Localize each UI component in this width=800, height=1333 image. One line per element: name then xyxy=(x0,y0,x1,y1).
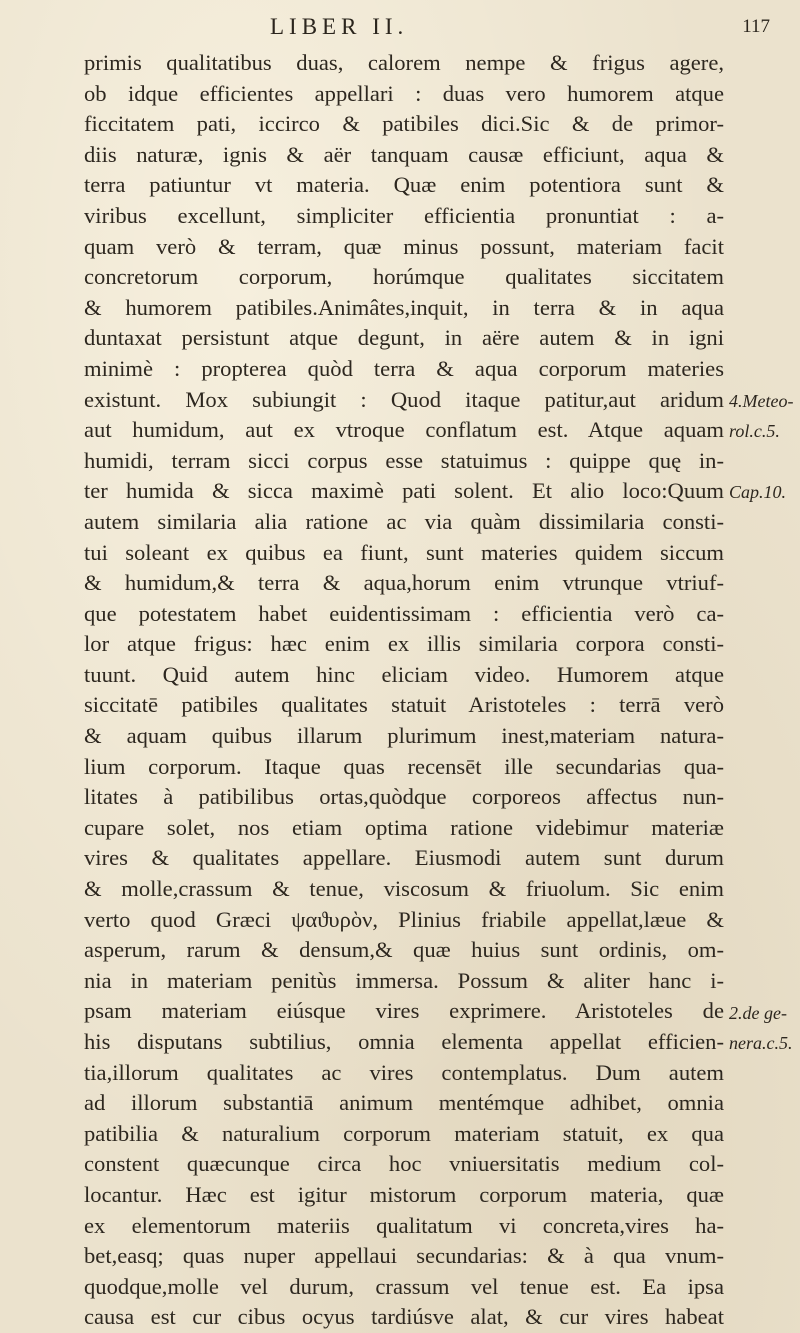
text-line: autem similaria alia ratione ac via quàm dissimilaria consti- xyxy=(84,508,724,534)
text-line: & humorem patibiles.Animâtes,inquit, in terra & in aqua xyxy=(84,294,724,320)
text-line: concretorum corporum, horúmque qualitates siccitatem xyxy=(84,264,724,290)
text-line: diis naturæ, ignis & aër tanquam causæ efficiunt, aqua & xyxy=(84,141,724,167)
text-line: psam materiam eiúsque vires exprimere. Aristoteles de xyxy=(84,998,724,1024)
text-line: tia,illorum qualitates ac vires contemplatus. Dum autem xyxy=(84,1059,724,1085)
text-line: ficcitatem pati, iccirco & patibiles dici.Sic & de primor- xyxy=(84,111,724,137)
text-line: nia in materiam penitùs immersa. Possum & aliter hanc i- xyxy=(84,967,724,993)
text-line: litates à patibilibus ortas,quòdque corporeos affectus nun- xyxy=(84,784,724,810)
text-line: ter humida & sicca maximè pati solent. Et alio loco:Quum xyxy=(84,478,724,504)
text-line: tuunt. Quid autem hinc eliciam video. Humorem atque xyxy=(84,661,724,687)
page-header xyxy=(60,6,780,46)
text-line: ob idque efficientes appellari : duas vero humorem atque xyxy=(84,80,724,106)
text-line: terra patiuntur vt materia. Quæ enim potentiora sunt & xyxy=(84,172,724,198)
text-line: patibilia & naturalium corporum materiam statuit, ex qua xyxy=(84,1120,724,1146)
text-line: quodque,molle vel durum, crassum vel tenue est. Ea ipsa xyxy=(84,1273,724,1299)
text-line: aut humidum, aut ex vtroque conflatum est. Atque aquam xyxy=(84,417,724,443)
page-number: 117 xyxy=(742,16,770,37)
text-line: verto quod Græci ψαϑυρὸν, Plinius friabile appellat,læue & xyxy=(84,906,724,932)
margin-note: Cap.10. xyxy=(729,482,787,503)
text-line: his disputans subtilius, omnia elementa appellat efficien- xyxy=(84,1029,724,1054)
text-line: ad illorum substantiā animum mentémque adhibet, omnia xyxy=(84,1090,724,1116)
text-line: lium corporum. Itaque quas recensēt ille secundarias qua- xyxy=(84,753,724,779)
margin-note: nera.c.5. xyxy=(729,1033,793,1054)
text-line: primis qualitatibus duas, calorem nempe & frigus agere, xyxy=(84,50,724,75)
running-head: LIBER II. xyxy=(270,14,409,39)
margin-note: 4.Meteo- xyxy=(729,390,794,411)
text-line: lor atque frigus: hæc enim ex illis similaria corpora consti- xyxy=(84,631,724,657)
text-line: duntaxat persistunt atque degunt, in aëre autem & in igni xyxy=(84,325,724,351)
text-line: causa est cur cibus ocyus tardiúsve alat, & cur vires habeat xyxy=(84,1304,724,1330)
text-line: locantur. Hæc est igitur mistorum corporum materia, quæ xyxy=(84,1181,724,1207)
body-text xyxy=(84,48,724,1333)
margin-note: rol.c.5. xyxy=(729,421,780,442)
text-line: & molle,crassum & tenue, viscosum & friuolum. Sic enim xyxy=(84,876,724,902)
text-line: minimè : propterea quòd terra & aqua corporum materies xyxy=(84,355,724,381)
text-line: vires & qualitates appellare. Eiusmodi autem sunt durum xyxy=(84,845,724,871)
text-line: ex elementorum materiis qualitatum vi concreta,vires ha- xyxy=(84,1212,724,1238)
text-line: tui soleant ex quibus ea fiunt, sunt materies quidem siccum xyxy=(84,539,724,565)
text-line: constent quæcunque circa hoc vniuersitatis medium col- xyxy=(84,1151,724,1177)
text-line: & humidum,& terra & aqua,horum enim vtrunque vtriuf- xyxy=(84,570,724,596)
text-line: asperum, rarum & densum,& quæ huius sunt ordinis, om- xyxy=(84,937,724,963)
text-line: quam verò & terram, quæ minus possunt, materiam facit xyxy=(84,233,724,259)
text-line: humidi, terram sicci corpus esse statuimus : quippe quę in- xyxy=(84,447,724,473)
text-line: existunt. Mox subiungit : Quod itaque patitur,aut aridum xyxy=(84,386,724,412)
text-line: bet,easq; quas nuper appellaui secundarias: & à qua vnum- xyxy=(84,1243,724,1269)
text-line: que potestatem habet euidentissimam : efficientia verò ca- xyxy=(84,600,724,626)
text-line: siccitatē patibiles qualitates statuit Aristoteles : terrā verò xyxy=(84,692,724,718)
text-line: & aquam quibus illarum plurimum inest,materiam natura- xyxy=(84,723,724,749)
text-line: cupare solet, nos etiam optima ratione videbimur materiæ xyxy=(84,814,724,840)
text-line: viribus excellunt, simpliciter efficientia pronuntiat : a- xyxy=(84,202,724,228)
margin-note: 2.de ge- xyxy=(729,1002,787,1023)
